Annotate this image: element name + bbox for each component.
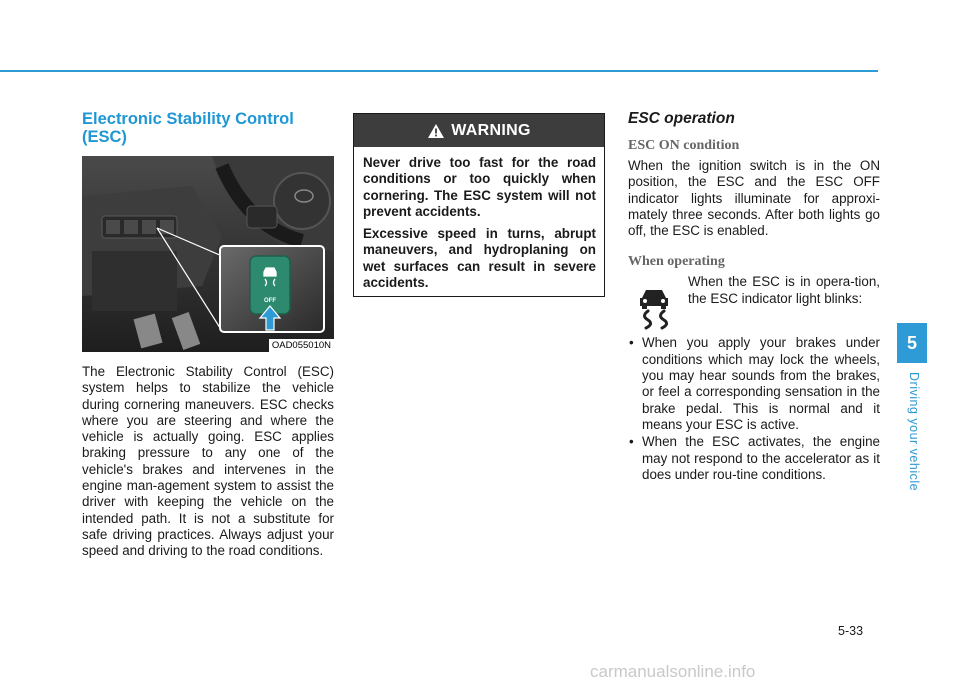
esc-off-button-label: OFF [264,298,276,304]
chapter-label: Driving your vehicle [907,372,921,492]
section-title [82,110,334,146]
operation-bullets [628,335,880,483]
dashboard-illustration [82,156,334,352]
warning-triangle-icon [427,123,445,139]
when-operating-text: When the ESC is in opera-tion, the ESC indicator light blinks: [688,274,880,306]
section-title-line-1: Electronic Stability Control [82,110,294,128]
on-condition-heading: ESC ON condition [628,138,740,153]
on-condition-text: When the ignition switch is in the ON position, the ESC and the ESC OFF indicator lights illuminate for approxi-mately three seconds. After both lights go off, the ESC is enabled. [628,158,880,239]
column-left [82,110,334,560]
page-number: 5-33 [838,624,864,638]
header-rule [0,70,878,72]
list-item: • When you apply your brakes under conditions which may lock the wheels, you may hear sounds from the brakes, or feel a corresponding sensation in the brake pedal. This is normal and it means your ESC is active. [628,335,880,433]
warning-box [353,113,605,297]
intro-paragraph: The Electronic Stability Control (ESC) system helps to stabilize the vehicle during cornering maneuvers. ESC checks where you are steering and where the vehicle is actually going. ESC applies braking pressure to any one of the vehicle's brakes and intervenes in the engine man-agement system to assist the driver with keeping the vehicle on the intended path. It is not a substitute for safe driving practices. Always adjust your speed and driving to the road conditions. [82,364,334,559]
watermark: carmanualsonline.info [590,662,756,681]
warning-paragraph: Excessive speed in turns, abrupt maneuvers, and hydroplaning on wet surfaces can result in severe accidents. [363,226,596,291]
figure-code: OAD055010N [269,339,334,352]
esc-indicator-icon [628,282,680,330]
dashboard-figure [82,156,334,352]
warning-title: WARNING [451,121,531,139]
column-middle [353,113,605,297]
column-right [628,110,880,484]
operation-title: ESC operation [628,110,735,127]
when-operating-row [628,274,880,330]
warning-header [354,114,604,147]
warning-body [354,147,604,291]
warning-paragraph: Never drive too fast for the road conditions or too quickly when cornering. The ESC system will not prevent accidents. [363,155,596,219]
list-item: • When the ESC activates, the engine may not respond to the accelerator as it does under rou-tine conditions. [628,434,880,483]
section-title-line-2: (ESC) [82,128,127,146]
chapter-tab: 5 [897,323,927,363]
when-operating-heading: When operating [628,254,725,270]
